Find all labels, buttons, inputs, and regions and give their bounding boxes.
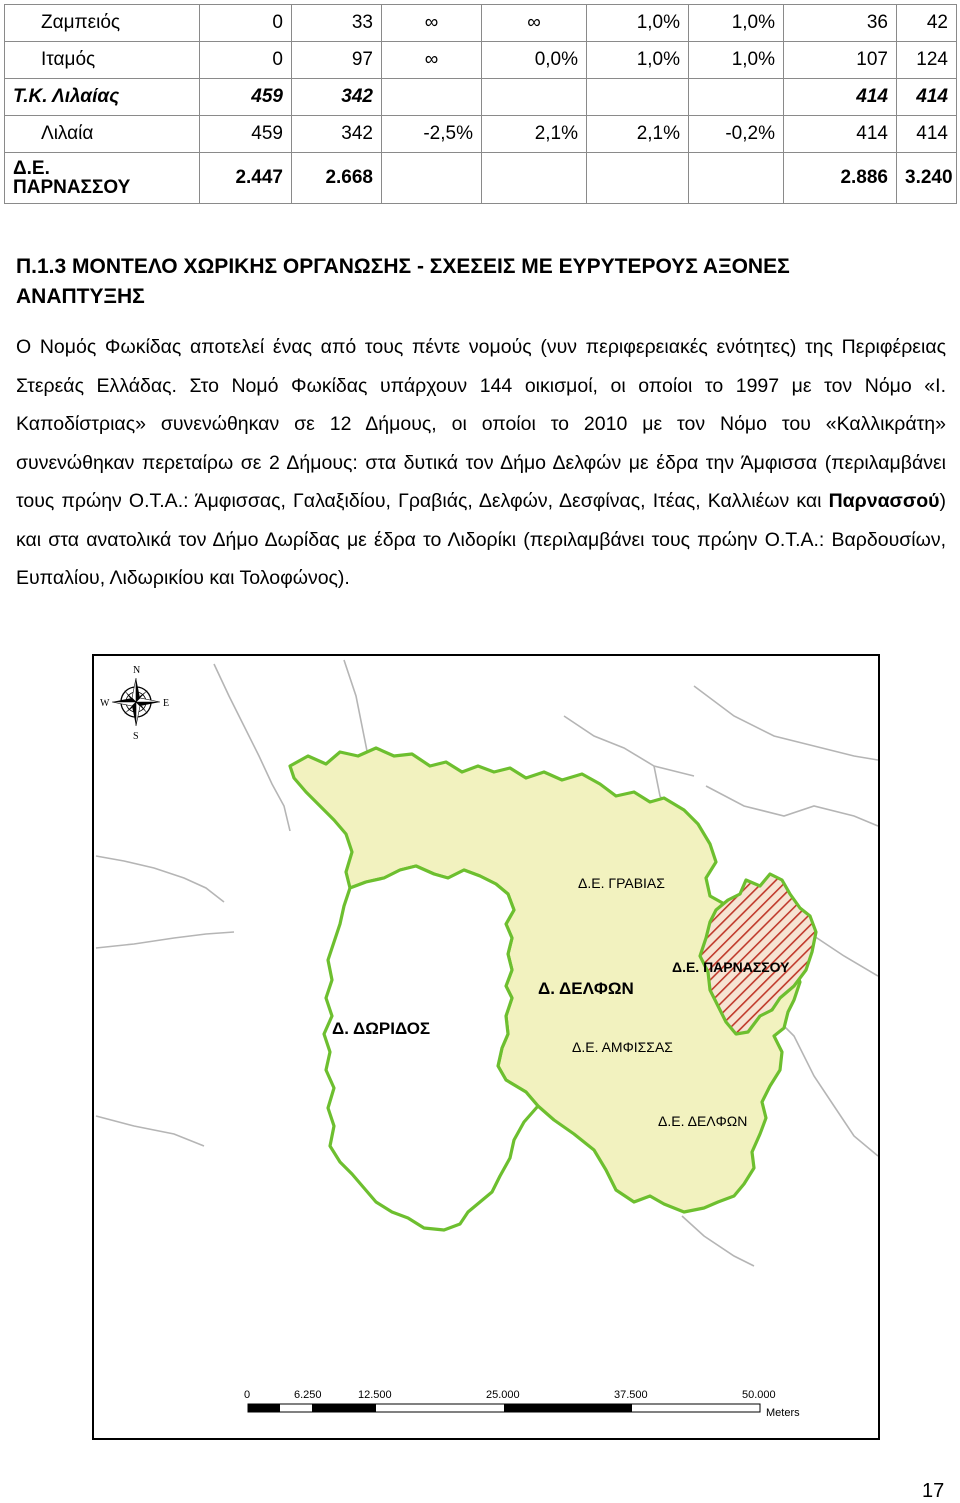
table-cell: 1,0% [689, 5, 784, 42]
paragraph-bold-text: Παρνασσού [828, 490, 940, 512]
scale-tick-3: 25.000 [486, 1389, 520, 1401]
table-cell [587, 79, 689, 116]
table-cell: 459 [200, 116, 292, 153]
table-cell [689, 79, 784, 116]
table-cell [482, 79, 587, 116]
table-cell: 1,0% [587, 5, 689, 42]
settlement-name: Ζαμπειός [5, 5, 200, 42]
table-cell: 97 [292, 42, 382, 79]
map-figure [92, 654, 880, 1440]
table-cell: 33 [292, 5, 382, 42]
table-cell: 2.668 [292, 153, 382, 204]
table-cell: 459 [200, 79, 292, 116]
paragraph-text: Ο Νομός Φωκίδας αποτελεί ένας από τους πέντε νομούς (νυν περιφερειακές ενότητες) της Περιφέρειας Στερεάς Ελλάδας. Στο Νομό Φωκίδας υπάρχουν 144 οικισμοί, οι οποίοι το 1997 με τον Νόμο «Ι. Καποδίστριας» συνενώθηκαν σε 12 Δήμους, οι οποίοι το 2010 με τον Νόμο του «Καλλικράτη» συνενώθηκαν περεταίρω σε 2 Δήμους: στα δυτικά τον Δήμο Δελφών με έδρα την Άμφισσα (περιλαμβάνει τους πρώην Ο.Τ.Α.: Άμφισσας, Γαλαξιδίου, Γραβιάς, Δελφών, Δεσφίνας, Ιτέας, Καλλιέων και [16, 336, 946, 512]
table-cell: 107 [784, 42, 897, 79]
table-cell: 42 [897, 5, 957, 42]
settlement-name: Λιλαία [5, 116, 200, 153]
table-cell [382, 153, 482, 204]
table-row [5, 79, 957, 116]
table-cell: 342 [292, 116, 382, 153]
table-cell: 0 [200, 5, 292, 42]
table-cell: ∞ [482, 5, 587, 42]
scale-tick-2: 12.500 [358, 1389, 392, 1401]
map-label-doridos: Δ. ΔΩΡΙΔΟΣ [332, 1019, 431, 1038]
map-label-amfissas: Δ.Ε. ΑΜΦΙΣΣΑΣ [572, 1039, 673, 1055]
scale-tick-5: 50.000 [742, 1389, 776, 1401]
map-label-delfon: Δ. ΔΕΛΦΩΝ [538, 979, 634, 998]
table-cell: 414 [784, 116, 897, 153]
compass-s: S [133, 731, 139, 742]
table-cell: -2,5% [382, 116, 482, 153]
table-cell: 2.447 [200, 153, 292, 204]
table-row [5, 153, 957, 204]
table-cell: 3.240 [897, 153, 957, 204]
unit-name [5, 153, 200, 204]
community-name: Τ.Κ. Λιλαίας [5, 79, 200, 116]
table-cell: 2.886 [784, 153, 897, 204]
statistics-table [4, 4, 957, 204]
table-cell [482, 153, 587, 204]
map-canvas [94, 656, 878, 1438]
table-cell: 342 [292, 79, 382, 116]
section-heading [16, 252, 946, 312]
compass-n: N [133, 665, 141, 676]
table-row [5, 116, 957, 153]
table-cell: 2,1% [482, 116, 587, 153]
body-paragraph [16, 328, 946, 598]
table-cell: 2,1% [587, 116, 689, 153]
section-heading-line1: Π.1.3 ΜΟΝΤΕΛΟ ΧΩΡΙΚΗΣ ΟΡΓΑΝΩΣΗΣ - ΣΧΕΣΕΙΣ ΜΕ ΕΥΡΥΤΕΡΟΥΣ ΑΞΟΝΕΣ [16, 255, 790, 278]
table-row [5, 5, 957, 42]
paragraph-text-end: ) και στα ανατολικά τον Δήμο Δωρίδας με έδρα το Λιδορίκι (περιλαμβάνει τους πρώην Ο.Τ.Α.: Βαρδουσίων, Ευπαλίου, Λιδωρικίου και Τολοφώνος). [16, 490, 946, 589]
table-cell: 124 [897, 42, 957, 79]
table-cell: ∞ [382, 42, 482, 79]
scale-unit: Meters [766, 1407, 800, 1419]
unit-name-line2: ΠΑΡΝΑΣΣΟΥ [13, 177, 131, 198]
scale-tick-1: 6.250 [294, 1389, 322, 1401]
scale-tick-0: 0 [244, 1389, 251, 1401]
unit-name-line1: Δ.Ε. [13, 158, 50, 179]
table-cell: 414 [897, 116, 957, 153]
table-cell: 414 [897, 79, 957, 116]
section-heading-line2: ΑΝΑΠΤΥΞΗΣ [16, 285, 145, 308]
compass-rose-icon [100, 665, 169, 742]
scale-bar [244, 1389, 800, 1419]
map-label-gravia: Δ.Ε. ΓΡΑΒΙΑΣ [578, 875, 665, 891]
map-label-parnassou: Δ.Ε. ΠΑΡΝΑΣΣΟΥ [672, 959, 790, 975]
table-cell: 1,0% [587, 42, 689, 79]
scale-tick-4: 37.500 [614, 1389, 648, 1401]
table-cell: 36 [784, 5, 897, 42]
table-cell [382, 79, 482, 116]
table-cell [587, 153, 689, 204]
table-row [5, 42, 957, 79]
table-cell: 0,0% [482, 42, 587, 79]
table-cell: 0 [200, 42, 292, 79]
settlement-name: Ιταμός [5, 42, 200, 79]
table-cell: ∞ [382, 5, 482, 42]
compass-e: E [163, 698, 170, 709]
table-cell: -0,2% [689, 116, 784, 153]
table-cell: 1,0% [689, 42, 784, 79]
map-label-de-delfon: Δ.Ε. ΔΕΛΦΩΝ [658, 1113, 748, 1129]
compass-w: W [100, 698, 110, 709]
table-cell: 414 [784, 79, 897, 116]
page-number: 17 [922, 1480, 945, 1502]
table-cell [689, 153, 784, 204]
